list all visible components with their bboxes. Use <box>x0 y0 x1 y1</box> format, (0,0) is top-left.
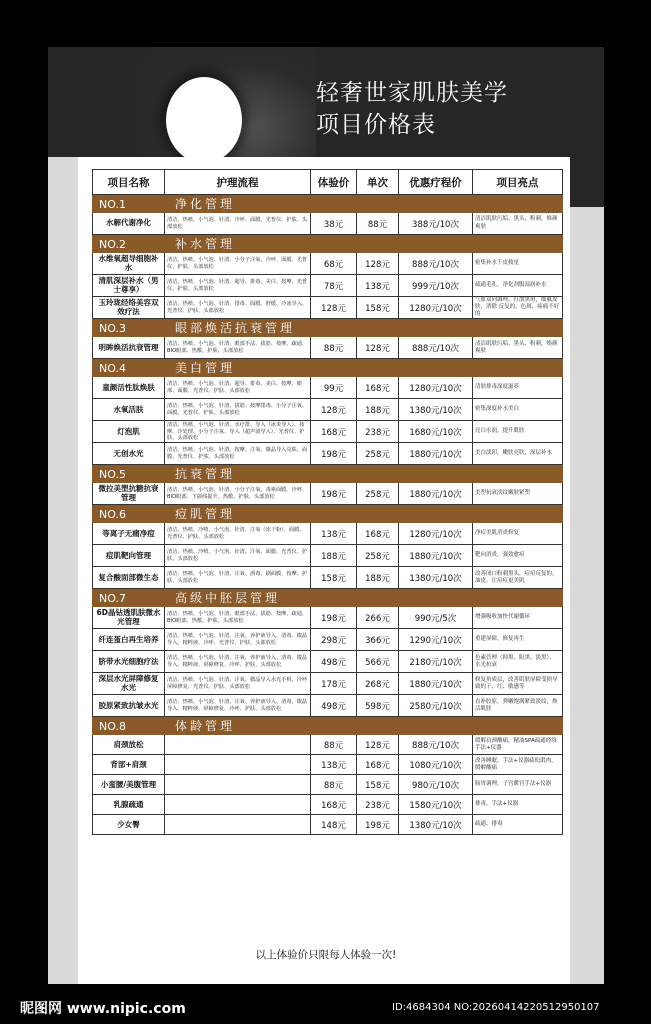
item-process <box>165 735 311 755</box>
trial-price: 128元 <box>311 297 357 319</box>
item-name: 玉玲珑经络美容双效疗法 <box>93 297 165 319</box>
table-row <box>93 755 563 775</box>
single-price: 158元 <box>357 297 399 319</box>
item-highlight: 疏通、排毒 <box>473 815 563 835</box>
single-price: 168元 <box>357 523 399 545</box>
item-name: 脐带水光细胞疗法 <box>93 651 165 673</box>
item-process: 清洁、热喷、小气泡、针清、眼部手法、拔筋、按摩、疏通、BIO眼部、热敷、护肤、头部放松 <box>165 337 311 359</box>
course-price: 1380元/10次 <box>399 567 473 589</box>
item-highlight: 密集补水干皮救星 <box>473 253 563 275</box>
section-header <box>93 319 563 337</box>
table-row <box>93 483 563 505</box>
course-price: 990元/5次 <box>399 607 473 629</box>
section-title: 眼部焕活抗衰管理 <box>175 321 296 336</box>
single-price: 258元 <box>357 443 399 465</box>
item-name: 乳腺疏通 <box>93 795 165 815</box>
table-row <box>93 377 563 399</box>
eye-highlight <box>166 77 242 163</box>
col-header: 单次 <box>357 170 399 195</box>
course-price: 1880元/10次 <box>399 545 473 567</box>
course-price: 999元/10次 <box>399 275 473 297</box>
single-price: 198元 <box>357 815 399 835</box>
trial-price: 148元 <box>311 815 357 835</box>
item-name: 明眸焕活抗衰管理 <box>93 337 165 359</box>
item-highlight: 密集深度补水美白 <box>473 399 563 421</box>
section-number: NO.1 <box>99 198 126 211</box>
item-name: 水氧活肤 <box>93 399 165 421</box>
item-name: 无创水光 <box>93 443 165 465</box>
single-price: 566元 <box>357 651 399 673</box>
section-title: 痘肌管理 <box>175 507 236 522</box>
item-process: 清洁、热喷、小气泡、针清、注氧、养护液导入、清毒、微晶导入、精粹液、屏障修复、冷呼、护肤、头部放松 <box>165 695 311 717</box>
item-highlight: 改善睡眠，手法+仪器疏松肌肉，缓解酸痛 <box>473 755 563 775</box>
item-name: 微拉美塑抗糖抗衰管理 <box>93 483 165 505</box>
course-price: 888元/10次 <box>399 735 473 755</box>
title-line1: 轻奢世家肌肤美学 <box>316 80 508 106</box>
item-process <box>165 755 311 775</box>
trial-price: 498元 <box>311 651 357 673</box>
table-row <box>93 651 563 673</box>
course-price: 1580元/10次 <box>399 795 473 815</box>
table-row <box>93 673 563 695</box>
item-process <box>165 815 311 835</box>
item-highlight: 改善闭口粉刺黑头，痘痘反复的，油皮，让痘痘更美肌 <box>473 567 563 589</box>
item-highlight: 修复角质层，改善肌肤屏障受损导致的干、红、敏感等 <box>473 673 563 695</box>
single-price: 366元 <box>357 629 399 651</box>
title-line2: 项目价格表 <box>316 112 436 138</box>
table-row <box>93 735 563 755</box>
trial-price: 68元 <box>311 253 357 275</box>
item-highlight: 清洁肌肤污垢、黑头、粉刺，焕颜爽肤 <box>473 337 563 359</box>
footnote: 以上体验价只限每人体验一次! <box>255 949 397 961</box>
table-row <box>93 253 563 275</box>
single-price: 138元 <box>357 275 399 297</box>
table-header-row <box>93 170 563 195</box>
single-price: 258元 <box>357 545 399 567</box>
trial-price: 128元 <box>311 399 357 421</box>
item-name: 背部+肩颈 <box>93 755 165 775</box>
table-row <box>93 607 563 629</box>
trial-price: 198元 <box>311 483 357 505</box>
single-price: 188元 <box>357 567 399 589</box>
item-name: 灯泡肌 <box>93 421 165 443</box>
section-header <box>93 505 563 523</box>
single-price: 188元 <box>357 399 399 421</box>
item-name: 等离子无痛净痘 <box>93 523 165 545</box>
trial-price: 188元 <box>311 545 357 567</box>
item-highlight: 净痘美肌消炎修复 <box>473 523 563 545</box>
item-process: 清洁、热喷、冷喷、小气泡、针清、注氧、面膜、光普仪、护肤、头部放松 <box>165 545 311 567</box>
single-price: 168元 <box>357 755 399 775</box>
trial-price: 198元 <box>311 607 357 629</box>
single-price: 158元 <box>357 775 399 795</box>
item-process: 清洁、热喷、小气泡、针清、注氧、养护液导入、清毒、微晶导入、精粹液、屏障修复、冷呼、护肤、头部放松 <box>165 651 311 673</box>
item-name: 复合酸面部微生态 <box>93 567 165 589</box>
table-row <box>93 297 563 319</box>
item-process: 清洁、热喷、小气泡、针清、超导、排毒、美白、按摩、光普仪、护肤、头部放松 <box>165 275 311 297</box>
left-gray-band <box>48 157 78 984</box>
course-price: 1380元/10次 <box>399 815 473 835</box>
table-row <box>93 213 563 235</box>
item-highlight: 清肤排毒深度滋养 <box>473 377 563 399</box>
single-price: 168元 <box>357 377 399 399</box>
single-price: 268元 <box>357 673 399 695</box>
single-price: 258元 <box>357 483 399 505</box>
section-number: NO.8 <box>99 720 126 734</box>
table-row <box>93 815 563 835</box>
section-header <box>93 717 563 735</box>
right-gray-band <box>570 207 604 984</box>
course-price: 2180元/10次 <box>399 651 473 673</box>
section-number: NO.4 <box>99 362 126 376</box>
item-process: 清洁、热喷、小气泡、针清、按摩、注氧、微晶导入亮肤、面膜、光普仪、护肤、头部放松 <box>165 443 311 465</box>
section-title: 体龄管理 <box>175 719 236 734</box>
trial-price: 178元 <box>311 673 357 695</box>
item-name: 童颜活性肽焕肤 <box>93 377 165 399</box>
section-header <box>93 235 563 253</box>
item-highlight: 美白淡印，嫩肤亮肤，深层补水 <box>473 443 563 465</box>
item-name: 水解代谢净化 <box>93 213 165 235</box>
item-process: 清洁、热喷、小气泡、针清、排毒、面膜、舒缓、冷冰导入、光普仪、护肤、头部放松 <box>165 297 311 319</box>
course-price: 388元/10次 <box>399 213 473 235</box>
item-highlight: 亮白水润，提升肌肤 <box>473 421 563 443</box>
section-header <box>93 465 563 483</box>
item-process: 清洁、热喷、冷喷、小气泡、针清、注氧（冻干粉）、面膜、光普仪、护肤、头部放松 <box>165 523 311 545</box>
item-name: 少女臀 <box>93 815 165 835</box>
item-highlight: 直补胶原，弹嫩饱满紧致淡纹，焕活肌肤 <box>473 695 563 717</box>
section-number: NO.2 <box>99 238 126 251</box>
course-price: 1680元/10次 <box>399 421 473 443</box>
single-price: 88元 <box>357 213 399 235</box>
trial-price: 88元 <box>311 735 357 755</box>
course-price: 1280元/10次 <box>399 297 473 319</box>
col-header: 优惠疗程价 <box>399 170 473 195</box>
price-table <box>92 169 563 835</box>
course-price: 888元/10次 <box>399 253 473 275</box>
trial-price: 498元 <box>311 695 357 717</box>
course-price: 1880元/10次 <box>399 673 473 695</box>
section-title: 抗衰管理 <box>175 467 236 482</box>
watermark-site: 昵图网 www.nipic.com <box>20 1001 186 1017</box>
single-price: 128元 <box>357 337 399 359</box>
single-price: 238元 <box>357 421 399 443</box>
table-row <box>93 421 563 443</box>
item-name: 痘肌靶向管理 <box>93 545 165 567</box>
trial-price: 78元 <box>311 275 357 297</box>
single-price: 598元 <box>357 695 399 717</box>
section-header <box>93 195 563 213</box>
trial-price: 88元 <box>311 337 357 359</box>
trial-price: 138元 <box>311 523 357 545</box>
section-title: 净化管理 <box>175 197 236 211</box>
table-row <box>93 523 563 545</box>
table-row <box>93 775 563 795</box>
trial-price: 168元 <box>311 795 357 815</box>
trial-price: 38元 <box>311 213 357 235</box>
item-process: 清洁、热喷、小气泡、针清、超导、排毒、美白、按摩、眼部、面膜、光普仪、护肤、头部放松 <box>165 377 311 399</box>
single-price: 238元 <box>357 795 399 815</box>
item-process: 清洁、热喷、小气泡、针清、小分子注氧、毒素面膜、冷呼、BIO眼部、下颌线提升、热敷、护肤、头部放松 <box>165 483 311 505</box>
item-highlight: 肠胃调理，子宫暖宫手法+仪器 <box>473 775 563 795</box>
table-row <box>93 545 563 567</box>
item-process <box>165 795 311 815</box>
item-process: 清洁、热喷、小气泡、针清、拔筋、按摩排毒、小分子注氧、面膜、光普仪、护肤、头部放松 <box>165 399 311 421</box>
item-name: 深层水光屏障修复水光 <box>93 673 165 695</box>
table-row <box>93 567 563 589</box>
course-price: 888元/10次 <box>399 337 473 359</box>
item-highlight: 色素管理（抑黑、阻黑、淡黑）、水光抗衰 <box>473 651 563 673</box>
item-name: 胶原紧致抗皱水光 <box>93 695 165 717</box>
trial-price: 88元 <box>311 775 357 795</box>
section-number: NO.6 <box>99 508 126 522</box>
item-highlight: 排毒，手法+仪器 <box>473 795 563 815</box>
col-header: 项目名称 <box>93 170 165 195</box>
item-name: 肩颈放松 <box>93 735 165 755</box>
item-name: 纤连蛋白再生培养 <box>93 629 165 651</box>
item-process: 清洁、热喷、小气泡、针清、眼部手法、拔筋、按摩、疏通、BIO眼部、热敷、护肤、头部放松 <box>165 607 311 629</box>
col-header: 体验价 <box>311 170 357 195</box>
trial-price: 158元 <box>311 567 357 589</box>
item-process: 清洁、热喷、小气泡、针清、小分子注氧、冷呼、面膜、光普仪、护肤、头部放松 <box>165 253 311 275</box>
item-process <box>165 775 311 795</box>
section-header <box>93 589 563 607</box>
item-name: 水维氧超导细胞补水 <box>93 253 165 275</box>
section-number: NO.7 <box>99 592 126 606</box>
course-price: 1280元/10次 <box>399 377 473 399</box>
single-price: 266元 <box>357 607 399 629</box>
section-header <box>93 359 563 377</box>
table-row <box>93 695 563 717</box>
item-highlight: 清洁肌肤污垢、黑头、粉刺，焕颜爽肤 <box>473 213 563 235</box>
item-name: 清肌深层补水（男士尊享） <box>93 275 165 297</box>
section-title: 高级中胚层管理 <box>175 591 281 606</box>
item-highlight: 气血双向调理，打散黑斑，细腻皮肤，消除 反复的、色斑、疼痛不好的 <box>473 297 563 319</box>
trial-price: 198元 <box>311 443 357 465</box>
table-row <box>93 399 563 421</box>
item-highlight: 美塑抗衰淡纹嫩肤紧塑 <box>473 483 563 505</box>
course-price: 1080元/10次 <box>399 755 473 775</box>
watermark-bar <box>0 990 651 1024</box>
item-highlight: 靶向消炎，强效愈痘 <box>473 545 563 567</box>
watermark-id: ID:4684304 NO:20260414220512950107 <box>392 1002 600 1013</box>
item-highlight: 疏通毛孔，净化剂服湿润补水 <box>473 275 563 297</box>
item-highlight: 缓解肩颈酸痛，精油SPA疏通经络手法+仪器 <box>473 735 563 755</box>
section-title: 补水管理 <box>175 237 236 251</box>
course-price: 1380元/10次 <box>399 399 473 421</box>
section-title: 美白管理 <box>175 361 236 376</box>
col-header: 护理流程 <box>165 170 311 195</box>
single-price: 128元 <box>357 735 399 755</box>
item-highlight: 增强吸收加快代谢循环 <box>473 607 563 629</box>
trial-price: 168元 <box>311 421 357 443</box>
table-row <box>93 629 563 651</box>
course-price: 1290元/10次 <box>399 629 473 651</box>
table-row <box>93 337 563 359</box>
table-row <box>93 795 563 815</box>
col-header: 项目亮点 <box>473 170 563 195</box>
item-process: 清洁、热喷、小气泡、针清、注氧、微晶导入水光手机、冷呼屏障修复、光普仪、护肤、头部放松 <box>165 673 311 695</box>
course-price: 1280元/10次 <box>399 523 473 545</box>
trial-price: 99元 <box>311 377 357 399</box>
table-row <box>93 275 563 297</box>
item-process: 清洁、热喷、小气泡、针清、注氧、酒毒、刷面膜、按摩、护肤、头部放松 <box>165 567 311 589</box>
course-price: 980元/10次 <box>399 775 473 795</box>
single-price: 128元 <box>357 253 399 275</box>
section-number: NO.5 <box>99 468 126 482</box>
item-name: 6D晶钻透肌肤微水光管理 <box>93 607 165 629</box>
item-highlight: 重建屏障，修复再生 <box>473 629 563 651</box>
section-number: NO.3 <box>99 322 126 336</box>
item-process: 清洁、热喷、小气泡、针清、水疗排、导入（冰炎导入）、按摩、冷处理、小分子注氧、导入（超声波导入）、光普仪、护肤、头部放松 <box>165 421 311 443</box>
item-process: 清洁、热喷、小气泡、针清、注氧、养护液导入、清毒、微晶导入、精粹液、冷呼、光普仪、护肤、头部放松 <box>165 629 311 651</box>
course-price: 1880元/10次 <box>399 443 473 465</box>
item-process: 清洁、热喷、小气泡、针清、冷呼、面膜、光普仪、护肤、头部放松 <box>165 213 311 235</box>
course-price: 2580元/10次 <box>399 695 473 717</box>
trial-price: 138元 <box>311 755 357 775</box>
table-row <box>93 443 563 465</box>
course-price: 1880元/10次 <box>399 483 473 505</box>
item-name: 小蛮腰/美腹管理 <box>93 775 165 795</box>
trial-price: 298元 <box>311 629 357 651</box>
